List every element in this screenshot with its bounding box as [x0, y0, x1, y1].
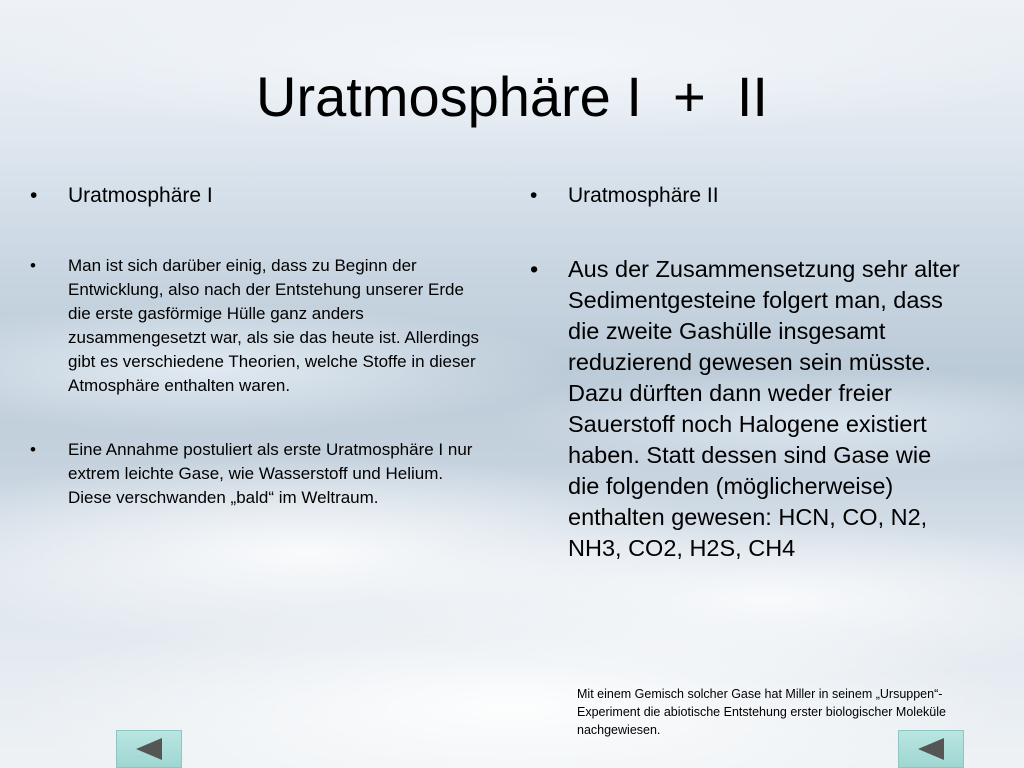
bullet-icon: • [30, 256, 36, 275]
next-slide-button[interactable] [898, 730, 964, 768]
bullet-icon: • [30, 184, 38, 207]
left-paragraph-1: Man ist sich darüber einig, dass zu Beginn der Entwicklung, also nach der Entstehung unserer Erde die erste gasförmige Hülle ganz anders zusammengesetzt war, als sie das heute ist. Allerdings gibt es verschiedene Theorien, welche Stoffe in dieser Atmosphäre enthalten waren. [68, 256, 480, 395]
bullet-icon: • [530, 184, 538, 207]
list-item [528, 254, 968, 564]
right-paragraph: Aus der Zusammensetzung sehr alter Sedimentgesteine folgert man, dass die zweite Gashülle insgesamt reduzierend gewesen sein müsste. Dazu dürften dann weder freier Sauerstoff noch Halogene existiert haben. Statt dessen sind Gase wie die folgenden (möglicherweise) enthalten gewesen: HCN, CO, N2, NH3, CO2, H2S, CH4 [568, 256, 960, 561]
right-bullet-list [528, 182, 968, 564]
list-item [28, 254, 488, 398]
left-heading: Uratmosphäre I [68, 184, 213, 207]
bullet-icon: • [30, 440, 36, 459]
right-heading: Uratmosphäre II [568, 184, 719, 207]
footnote: Mit einem Gemisch solcher Gase hat Miller in seinem „Ursuppen“-Experiment die abiotische Entstehung erster biologischer Moleküle nachgewiesen. [577, 687, 946, 737]
right-column [528, 182, 968, 564]
left-bullet-list [28, 182, 488, 510]
triangle-left-icon [134, 737, 164, 761]
previous-slide-button[interactable] [116, 730, 182, 768]
slide-title: Uratmosphäre I + II [256, 65, 768, 128]
left-paragraph-2: Eine Annahme postuliert als erste Uratmosphäre I nur extrem leichte Gase, wie Wasserstoff und Helium. Diese verschwanden „bald“ im Weltraum. [68, 440, 473, 507]
right-heading-item [528, 182, 968, 210]
bullet-icon: • [530, 256, 539, 282]
left-column [28, 182, 488, 550]
list-item [28, 438, 488, 510]
triangle-left-icon [916, 737, 946, 761]
left-heading-item [28, 182, 488, 210]
